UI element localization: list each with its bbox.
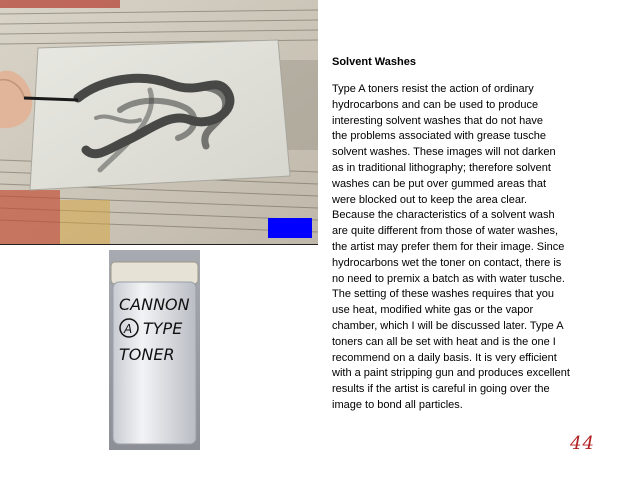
solvent-wash-photo xyxy=(0,0,318,245)
toner-jar-photo xyxy=(109,250,200,450)
solvent-wash-illustration xyxy=(0,0,318,244)
body-paragraph: Type A toners resist the action of ordinary hydrocarbons and can be used to produce interesting solvent washes that do not have the problems associated with grease tusche solvent washes. These images will not darken as in traditional lithography; therefore solvent washes can be put over gummed areas that were blocked out to keep the area clear. Because the characteristics of a solvent wash are quite different from those of water washes, the artist may prefer them for their image. Since hydrocarbons wet the toner on contact, there is no need to premix a batch as with water tusche. The setting of these washes requires that you use heat, modified white gas or the vapor chamber, which I will be discussed later. Type A toners can all be set with heat and is the one I recommend on a daily basis. It is very efficient with a paint stripping gun and produces excellent results if the artist is careful in going over the image to bond all particles. xyxy=(332,83,570,411)
jar-label-line3: TYPE xyxy=(143,319,183,338)
jar-label-line4: TONER xyxy=(119,345,175,364)
jar-label-line2: A xyxy=(124,322,133,336)
blue-marker-square xyxy=(268,218,312,238)
section-heading: Solvent Washes xyxy=(332,56,416,68)
toner-jar-illustration xyxy=(109,250,200,450)
page-number: 44 xyxy=(570,433,595,454)
jar-label-line1: CANNON xyxy=(119,295,190,314)
